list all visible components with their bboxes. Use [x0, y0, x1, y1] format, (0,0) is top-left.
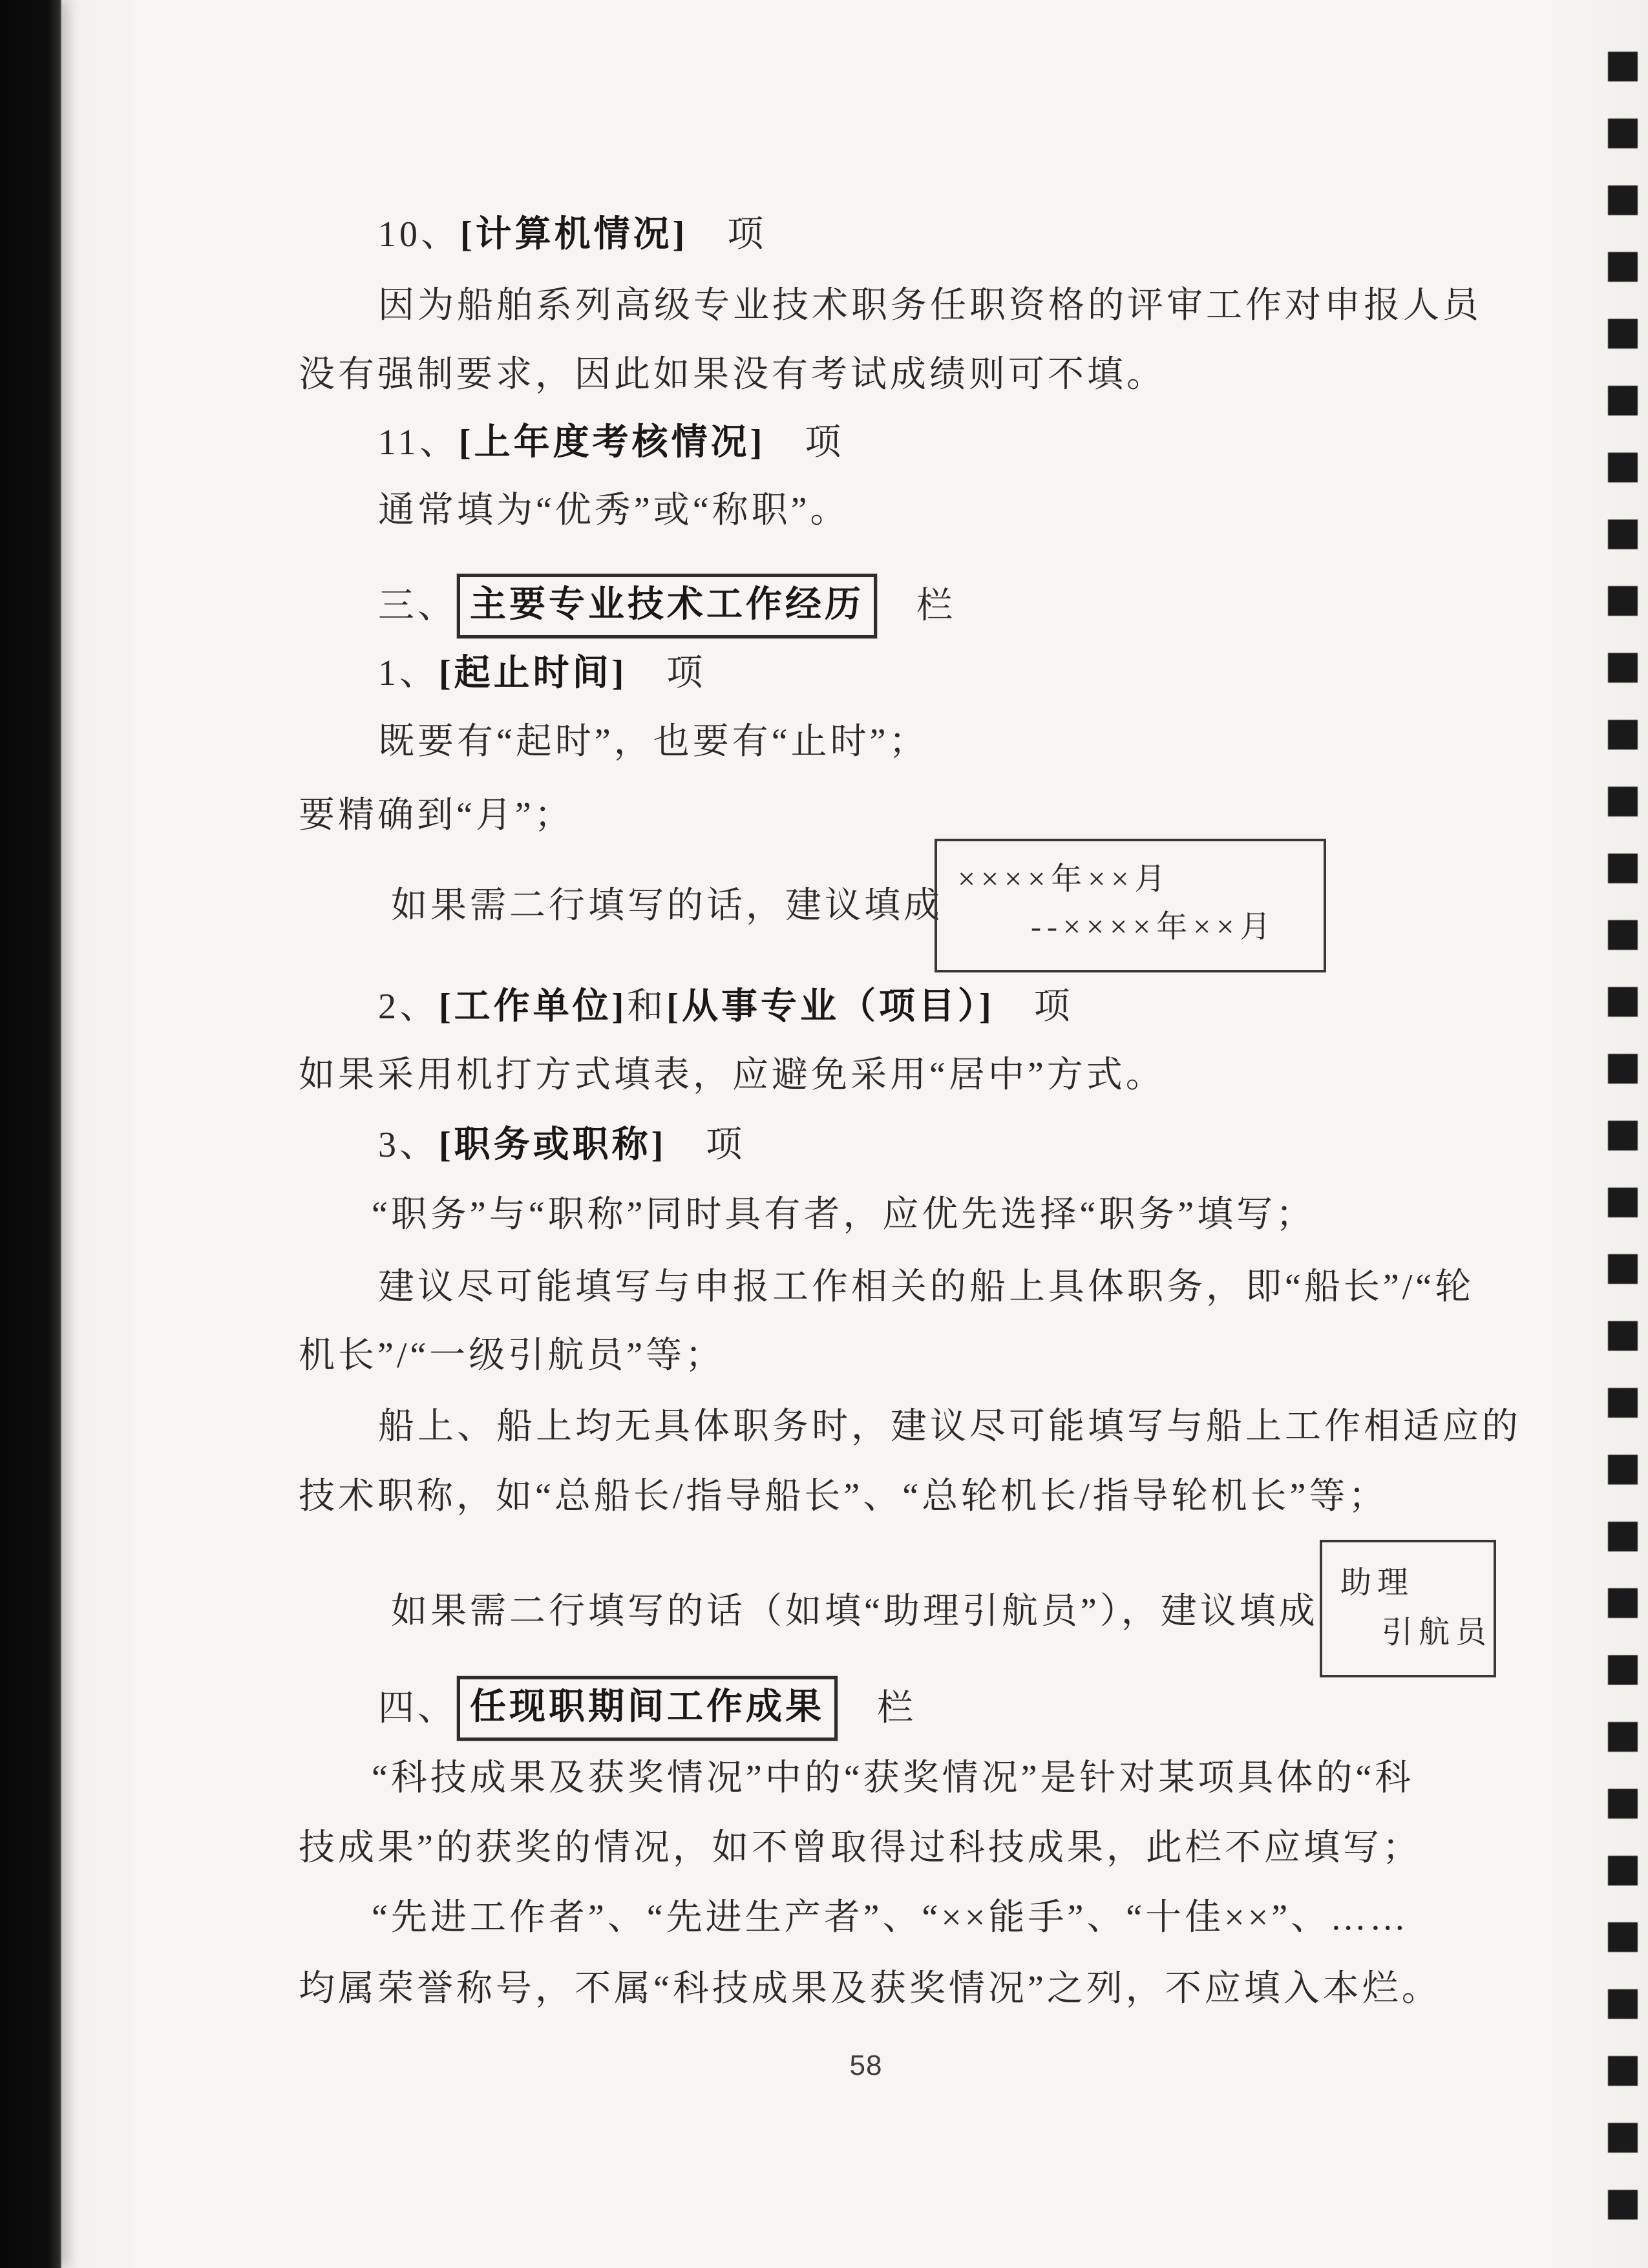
- pilot-format-line-2: 引航员: [1382, 1615, 1493, 1650]
- text-segment: 栏: [877, 586, 956, 626]
- para-duty-2: [378, 1265, 1474, 1309]
- pilot-format-line-1: 助理: [1340, 1566, 1415, 1600]
- text-segment: 和: [627, 987, 667, 1027]
- item-1-heading: [378, 651, 706, 695]
- text-segment: 项: [666, 1125, 746, 1165]
- text-segment: 没有强制要求，因此如果没有考试成绩则可不填。: [299, 355, 1166, 395]
- text-segment: 项: [765, 423, 845, 463]
- date-format-example-box: [935, 839, 1326, 972]
- para-achievement-2: [299, 1826, 1422, 1870]
- text-segment: “先进工作者”、“先进生产者”、“××能手”、“十佳××”、……: [372, 1898, 1410, 1938]
- text-segment: 项: [627, 653, 706, 693]
- text-segment: 10、: [378, 215, 460, 255]
- text-segment: 11、: [378, 423, 459, 463]
- text-segment: 四、: [378, 1688, 457, 1728]
- para-achievement-1: [372, 1756, 1414, 1800]
- section-4-heading: [378, 1676, 916, 1741]
- para-time-2: [299, 793, 574, 837]
- text-segment: 项: [994, 987, 1073, 1027]
- text-segment: 项: [688, 215, 767, 255]
- section-3-heading: [378, 574, 956, 638]
- text-segment: [计算机情况]: [460, 215, 688, 255]
- boxed-heading-text: 主要专业技术工作经历: [457, 574, 877, 638]
- pilot-format-example-box: [1320, 1540, 1496, 1677]
- para-assessment: [378, 488, 849, 532]
- binding-strip: [0, 0, 61, 2268]
- item-11-heading: [378, 421, 844, 465]
- text-segment: 1、: [378, 653, 439, 693]
- text-segment: [职务或职称]: [439, 1125, 667, 1165]
- text-segment: 技术职称，如“总船长/指导船长”、“总轮机长/指导轮机长”等；: [299, 1476, 1388, 1517]
- text-segment: 如果需二行填写的话，建议填成: [391, 886, 943, 926]
- item-10-heading: [378, 213, 766, 257]
- text-segment: 因为船舶系列高级专业技术职务任职资格的评审工作对申报人员: [378, 286, 1482, 326]
- para-computer-2: [299, 353, 1166, 397]
- text-segment: 技成果”的获奖的情况，如不曾取得过科技成果，此栏不应填写；: [299, 1828, 1422, 1868]
- text-segment: 如果采用机打方式填表，应避免采用“居中”方式。: [299, 1055, 1165, 1095]
- date-format-line-1: ××××年××月: [958, 862, 1172, 896]
- binder-marks: [1608, 52, 1638, 2220]
- boxed-heading-text: 任现职期间工作成果: [457, 1676, 838, 1741]
- text-segment: [起止时间]: [439, 653, 628, 693]
- para-honor-1: [372, 1896, 1409, 1940]
- text-segment: 如果需二行填写的话（如填“助理引航员”），建议填成: [391, 1591, 1318, 1632]
- text-segment: [上年度考核情况]: [458, 423, 766, 463]
- text-segment: 要精确到“月”；: [299, 795, 574, 835]
- page-number: 58: [849, 2050, 883, 2081]
- para-honor-2: [299, 1967, 1441, 2011]
- item-2-heading: [378, 985, 1073, 1029]
- text-segment: 船上、船上均无具体职务时，建议尽可能填写与船上工作相适应的: [378, 1407, 1521, 1447]
- para-typing: [299, 1053, 1165, 1097]
- para-time-1: [378, 720, 928, 764]
- para-two-line-date: [391, 884, 943, 928]
- text-segment: [从事专业（项目）]: [666, 987, 995, 1027]
- para-duty-1: [372, 1193, 1315, 1237]
- para-computer-1: [378, 284, 1482, 328]
- text-segment: 建议尽可能填写与申报工作相关的船上具体职务，即“船长”/“轮: [378, 1267, 1475, 1307]
- text-segment: 通常填为“优秀”或“称职”。: [378, 490, 850, 530]
- para-two-line-pilot: [391, 1590, 1318, 1633]
- text-segment: 三、: [378, 586, 457, 626]
- text-segment: “科技成果及获奖情况”中的“获奖情况”是针对某项具体的“科: [372, 1758, 1415, 1798]
- text-segment: [工作单位]: [439, 987, 628, 1027]
- text-segment: 均属荣誉称号，不属“科技成果及获奖情况”之列，不应填入本烂。: [299, 1969, 1441, 2009]
- text-segment: 机长”/“一级引航员”等；: [299, 1336, 725, 1376]
- para-no-duty-1: [378, 1405, 1521, 1449]
- text-segment: “职务”与“职称”同时具有者，应优先选择“职务”填写；: [372, 1195, 1316, 1235]
- para-no-duty-2: [299, 1475, 1388, 1518]
- text-segment: 3、: [378, 1125, 439, 1165]
- text-segment: 2、: [378, 987, 439, 1027]
- item-3-heading: [378, 1123, 745, 1167]
- para-duty-3: [299, 1334, 724, 1378]
- date-format-line-2: --××××年××月: [1031, 910, 1277, 944]
- text-segment: 栏: [838, 1688, 916, 1728]
- text-segment: 既要有“起时”，也要有“止时”；: [378, 722, 929, 762]
